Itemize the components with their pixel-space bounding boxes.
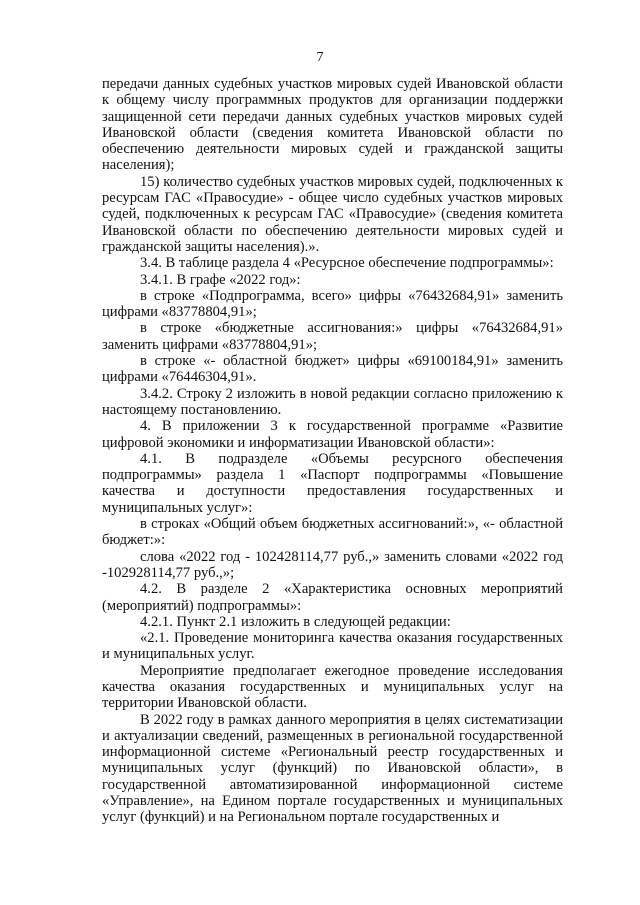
paragraph: В 2022 году в рамках данного мероприятия в целях систематизации и актуализации сведений, размещенных в региональной государственной информационной системе «Региональный реестр государственных и муниципальных услуг (функций) по Ивановской области», в государственной автоматизированной информационной системе «Управление», на Едином портале государственных и муниципальных услуг (функций) и на Региональном портале государственных и	[102, 711, 563, 826]
paragraph: передачи данных судебных участков мировых судей Ивановской области к общему числу программных продуктов для организации поддержки защищенной сети передачи данных судебных участков мировых судей Ивановской области (сведения комитета Ивановской области по обеспечению деятельности мировых судей и гражданской защиты населения);	[102, 76, 563, 174]
paragraph: Мероприятие предполагает ежегодное проведение исследования качества оказания государственных и муниципальных услуг на территории Ивановской области.	[102, 662, 563, 712]
paragraph: 4. В приложении 3 к государственной программе «Развитие цифровой экономики и информатизации Ивановской области»:	[102, 418, 563, 451]
paragraph: 4.1. В подразделе «Объемы ресурсного обеспечения подпрограммы» раздела 1 «Паспорт подпрограммы «Повышение качества и доступности предоставления государственных и муниципальных услуг»:	[102, 450, 563, 516]
paragraph: 3.4. В таблице раздела 4 «Ресурсное обеспечение подпрограммы»:	[140, 255, 554, 272]
paragraph: 3.4.1. В графе «2022 год»:	[140, 271, 301, 288]
document-body	[102, 76, 563, 826]
paragraph: 4.2. В разделе 2 «Характеристика основных мероприятий (мероприятий) подпрограммы»:	[102, 581, 563, 614]
page-number: 7	[316, 50, 324, 65]
paragraph: 3.4.2. Строку 2 изложить в новой редакции согласно приложению к настоящему постановлению.	[102, 385, 563, 418]
paragraph: 4.2.1. Пункт 2.1 изложить в следующей редакции:	[140, 613, 451, 630]
paragraph: в строках «Общий объем бюджетных ассигнований:», «- областной бюджет:»:	[102, 516, 563, 549]
paragraph: в строке «- областной бюджет» цифры «69100184,91» заменить цифрами «76446304,91».	[102, 353, 563, 386]
paragraph: «2.1. Проведение мониторинга качества оказания государственных и муниципальных услуг.	[102, 630, 563, 663]
paragraph: слова «2022 год - 102428114,77 руб.,» заменить словами «2022 год -102928114,77 руб.,»;	[102, 548, 563, 581]
paragraph: в строке «бюджетные ассигнования:» цифры «76432684,91» заменить цифрами «83778804,91»;	[102, 320, 563, 353]
paragraph: в строке «Подпрограмма, всего» цифры «76432684,91» заменить цифрами «83778804,91»;	[102, 287, 563, 321]
paragraph: 15) количество судебных участков мировых судей, подключенных к ресурсам ГАС «Правосудие» - общее число судебных участков мировых судей, подключенных к ресурсам ГАС «Правосудие» (сведения комитета Ивановской области по обеспечению деятельности мировых судей и гражданской защиты населения).».	[102, 173, 563, 255]
